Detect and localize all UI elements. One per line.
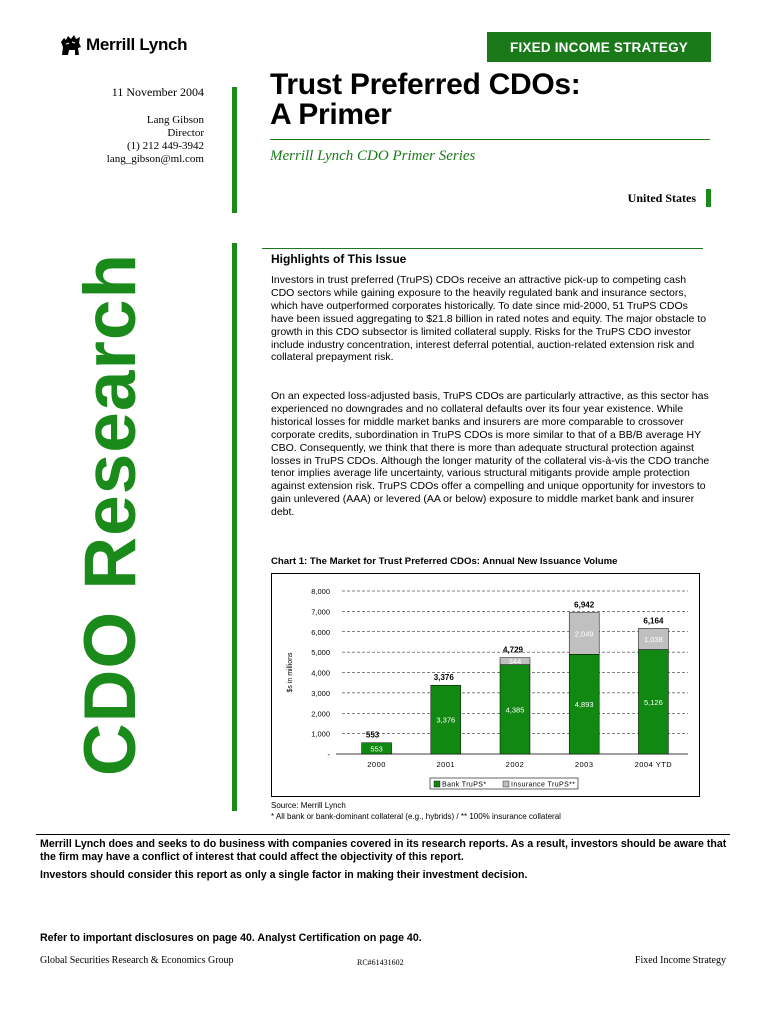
highlights-rule bbox=[262, 248, 703, 249]
bar-insurance-label: 1,038 bbox=[644, 634, 663, 644]
chart-footnote: * All bank or bank-dominant collateral (e.g., hybrids) / ** 100% insurance collateral bbox=[271, 812, 561, 821]
x-tick-label: 2000 bbox=[367, 760, 386, 769]
title-line-2: A Primer bbox=[270, 98, 392, 131]
chart-source: Source: Merrill Lynch bbox=[271, 801, 346, 810]
disclaimer-rule bbox=[36, 834, 730, 835]
chart-title: Chart 1: The Market for Trust Preferred CDOs: Annual New Issuance Volume bbox=[271, 556, 618, 567]
series-name: Merrill Lynch CDO Primer Series bbox=[270, 148, 476, 164]
vertical-title-text: CDO Research bbox=[70, 252, 152, 777]
bar-bank-label: 3,376 bbox=[436, 715, 456, 725]
bar-total-label: 553 bbox=[365, 730, 380, 740]
x-tick-label: 2001 bbox=[436, 760, 456, 769]
region-label: United States bbox=[627, 191, 696, 205]
report-title bbox=[270, 70, 580, 130]
bull-icon bbox=[60, 33, 82, 57]
y-tick-label: - bbox=[327, 750, 330, 759]
bar-bank-label: 4,385 bbox=[505, 705, 525, 715]
merrill-lynch-logo bbox=[60, 33, 187, 57]
analyst-phone: (1) 212 449-3942 bbox=[127, 140, 204, 152]
bar-total-label: 6,164 bbox=[643, 616, 664, 626]
analyst-block bbox=[107, 114, 204, 166]
y-tick-label: 7,000 bbox=[311, 607, 330, 617]
disclaimer-conflict: Merrill Lynch does and seeks to do business with companies covered in its research reports. As a result, investors should be aware that the firm may have a conflict of interest that could affect the objectivity of this report. bbox=[40, 838, 727, 863]
bar-total-label: 4,729 bbox=[502, 645, 524, 655]
bar-bank-label: 5,126 bbox=[644, 697, 663, 707]
legend-swatch-bank bbox=[434, 781, 440, 787]
y-tick-label: 1,000 bbox=[311, 729, 330, 739]
analyst-title: Director bbox=[167, 127, 204, 139]
x-tick-label: 2002 bbox=[505, 760, 525, 769]
analyst-name: Lang Gibson bbox=[146, 114, 204, 126]
disclosure-reference: Refer to important disclosures on page 40. Analyst Certification on page 40. bbox=[40, 932, 422, 944]
vertical-title bbox=[72, 242, 150, 787]
highlights-paragraph-2: On an expected loss-adjusted basis, TruPS CDOs are particularly attractive, as this sector has experienced no downgrades and no collateral defaults over its four year existence. While historical losses for middle market banks and insurers are more comparable to crossover corporate credits, subordination in TruPS CDOs is more similar to that of a BB/B average HY CBO. Consequently, we think that there is more than adequate structural protection against losses in TruPS CDOs. Although the longer maturity of the collateral vis-à-vis the CDO tranche tenor implies average life uncertainty, various structural mitigants provide ample protection against extension risk. TruPS CDOs offer a compelling and unique opportunity for investors to gain unlevered (AAA) or levered (AA or below) exposure to middle market bank and insurer debt. bbox=[271, 390, 710, 519]
section-badge: FIXED INCOME STRATEGY bbox=[487, 32, 711, 62]
y-axis-label: $s in millions bbox=[287, 652, 294, 693]
divider-bar-main bbox=[232, 243, 237, 811]
region-bar bbox=[706, 189, 711, 207]
chart-frame bbox=[271, 573, 700, 797]
y-tick-label: 5,000 bbox=[311, 648, 330, 658]
legend-label-bank: Bank TruPS* bbox=[442, 781, 487, 789]
bar-insurance-label: 344 bbox=[508, 657, 522, 667]
y-tick-label: 2,000 bbox=[311, 709, 330, 719]
bar-bank-label: 4,893 bbox=[574, 700, 594, 710]
bar-insurance-label: 2,049 bbox=[574, 629, 594, 639]
footer-group: Global Securities Research & Economics Group bbox=[40, 955, 234, 966]
y-tick-label: 3,000 bbox=[311, 688, 330, 698]
analyst-email[interactable]: lang_gibson@ml.com bbox=[106, 153, 204, 165]
bar-total-label: 6,942 bbox=[574, 600, 595, 610]
x-tick-label: 2003 bbox=[574, 760, 594, 769]
report-date: 11 November 2004 bbox=[111, 85, 204, 99]
footer-section: Fixed Income Strategy bbox=[634, 955, 726, 966]
issuance-chart bbox=[272, 574, 699, 796]
title-line-1: Trust Preferred CDOs: bbox=[270, 68, 581, 101]
disclaimer-single-factor: Investors should consider this report as only a single factor in making their investment decision. bbox=[40, 869, 528, 881]
bar-bank-label: 553 bbox=[370, 744, 383, 754]
footer-rc-number: RC#61431602 bbox=[357, 958, 404, 967]
y-tick-label: 8,000 bbox=[311, 587, 330, 596]
divider-bar-top bbox=[232, 87, 237, 213]
highlights-title: Highlights of This Issue bbox=[271, 252, 407, 266]
legend-label-insurance: Insurance TruPS** bbox=[511, 781, 576, 789]
highlights-paragraph-1: Investors in trust preferred (TruPS) CDOs receive an attractive pick-up to competing cash CDO sectors while gaining exposure to the heavily regulated bank and insurance sectors, which have outperformed corporates historically. To date since mid-2000, 51 TruPS CDOs have been issued aggregating to $21.8 billion in rated notes and equity. The major obstacle to growth in this CDO subsector is limited collateral supply. Risks for the TruPS CDO investor include industry concentration, interest deferral potential, auction-related extension risk and collateral prepayment risk. bbox=[271, 274, 707, 364]
y-tick-label: 4,000 bbox=[311, 668, 330, 678]
bar-total-label: 3,376 bbox=[433, 673, 454, 683]
brand-name: Merrill Lynch bbox=[86, 35, 188, 54]
y-tick-label: 6,000 bbox=[311, 627, 330, 637]
legend-swatch-insurance bbox=[503, 781, 509, 787]
x-tick-label: 2004 YTD bbox=[634, 760, 673, 769]
title-rule bbox=[270, 139, 710, 140]
